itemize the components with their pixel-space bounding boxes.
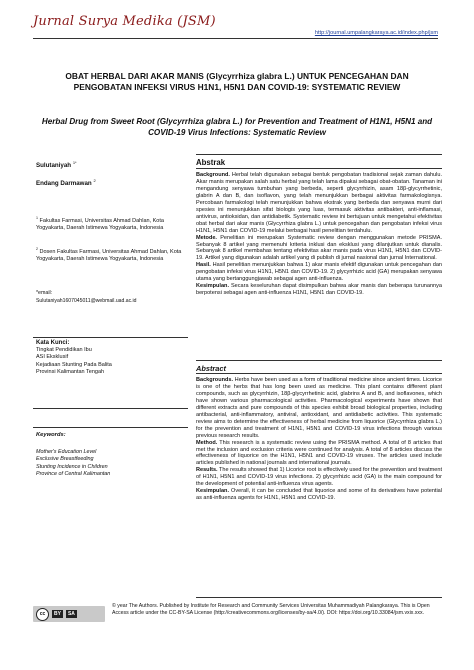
- keyword-item: Exclusive Breastfeeding: [36, 456, 94, 463]
- abstrak-top-rule: [196, 154, 442, 155]
- keyword-item: Tingkat Pendidikan Ibu: [36, 347, 92, 353]
- sa-icon: SA: [67, 611, 75, 617]
- abstract-top-rule: [196, 360, 442, 361]
- author-name: Endang Darmawan $^2$: [36, 178, 96, 188]
- keyword-item: Mother's Education Level: [36, 449, 97, 455]
- abstract-heading-rule: [196, 373, 442, 374]
- keyword-item: Province of Central Kalimantan: [36, 471, 111, 478]
- keyword-item: Kejadiaan Stunting Pada Balita: [36, 361, 112, 368]
- affiliation: $^2$ Dosen Fakultas Farmasi, Universitas Ahmad Dahlan, Kota Yogyakarta, Daerah Istimewa Yogyakarta, Indonesia: [36, 247, 182, 262]
- journal-name: Jurnal Surya Medika (JSM): [33, 14, 216, 29]
- email-label: *email:: [36, 290, 53, 296]
- abstract-result: Results. The results showed that 1) Licorice root is effectively used for the prevention and treatment of H1N1, H5N1 and COVID-19 virus infections. 2) glycyrrhizic acid (GA) is the main compound for the development of potential anti-influenza virus agents.: [196, 467, 442, 488]
- by-icon: BY: [54, 611, 61, 617]
- kata-kunci-title: Kata Kunci:: [36, 340, 70, 346]
- abstract-heading: Abstract: [196, 364, 226, 373]
- abstract-conclusion: Kesimpulan. Overall, it can be concluded that liquorice and some of its derivatives have potential as anti-influenza agents for H1N1, H5N1 and COVID-19.: [196, 488, 443, 502]
- abstract-method: Method. This research is a systematic review using the PRISMA method. A total of 8 articles that met the inclusion and exclusion criteria were continued for analysis. A total of 8 articles discuss the effectiveness of liquorice on the H1N1, H5N1 and COVID-19 viruses. The articles used include articles published in national journals and international journals.: [196, 439, 442, 467]
- keyword-item: ASI Eksklusif: [36, 354, 69, 361]
- keyword-item: Stunting Incidence in Children: [36, 463, 108, 470]
- abstrak-background: Background. Herbal telah digunakan sebagai bentuk pengobatan tradisional sejak zaman dahulu. Akar manis merupakan salah satu herbal yang telah lama dipakai sebagai obat-obatan. Tanaman ini mengandung senyawa tumbuhan yang berbeda, seperti glycyrrhizin, asam 18β-glycyrrhetinic, glabrin A dan B, dan isoflavon, yang telah menunjukkan berbagai aktivitas farmakologisnya. Percobaan farmakologi telah menunjukkan bahwa ekstrak yang berbeda dan senyawa murni dari spesies ini menunjukkan sifat biologis yang luas, termasuk aktivitas antibakteri, anti-inflamasi, antivirus, antioksidan, dan antidiabetik. Systematic review ini bertujuan untuk mengetahui efektivitas obat herbal dari akar manis (Glycyrrhiza glabra L.) untuk pencegahan dan pengobatan infeksi virus H1N1, H5N1 dan COVID-19 melalui berbagai hasil penelitian terdahulu.: [196, 172, 442, 234]
- header-rule: [33, 38, 438, 39]
- kata-kunci-list: [36, 347, 112, 377]
- abstrak-result: Hasil. Hasil penelitian menunjukkan bahwa 1) akar manis efektif digunakan untuk pencegahan dan pengobatan infeksi virus H1N1, H5N1 dan COVID-19. 2) glycyrrhizic acid (GA) merupakan senyawa utama yang bertanggungjawab sebagai agen anti-influenza.: [196, 262, 442, 283]
- author-name: Sulutaniyah $^{1*}$: [36, 160, 77, 170]
- abstrak-body: [196, 172, 442, 297]
- corresponding-email[interactable]: Sulutaniyah1607045011@webmail.uad.ac.id: [36, 298, 137, 304]
- abstract-background: Backgrounds. Herbs have been used as a form of traditional medicine since ancient times. Licorice is one of the herbs that has long been used as medicine. This plant contains different plant compounds, such as glycyrrhizin, 18β-glycyrrhetinic acid, glabrins A and B, and isoflavones, which have shown various pharmacological activities. Pharmacological experiments have shown that different extracts and pure compounds of this species exhibit broad biological properties, including antibacterial, anti-inflammatory, antiviral, antioxidant, and antidiabetic activities. This systematic review aims to determine the effectiveness of herbal medicine from liquorice (Glycyrrhiza glabra L.) for the prevention and treatment of H1N1, H5N1 and COVID-19 virus infections through various previous research results.: [196, 377, 442, 439]
- keywords-title: Keywords:: [36, 432, 66, 438]
- cc-icon: cc: [36, 608, 49, 621]
- journal-url-link[interactable]: http://journal.umpalangkaraya.ac.id/index.php/jsm: [314, 30, 438, 36]
- abstrak-heading-rule: [196, 168, 442, 169]
- keywords-list: [36, 449, 110, 479]
- footer-rule: [196, 597, 442, 598]
- abstrak-heading: Abstrak: [196, 158, 226, 167]
- paper-title: OBAT HERBAL DARI AKAR MANIS (Glycyrrhiza glabra L.) UNTUK PENCEGAHAN DAN PENGOBATAN INFEKSI VIRUS H1N1, H5N1 DAN COVID-19: SYSTEMATIC REVIEW: [65, 71, 409, 93]
- abstrak-method: Metode. Penelitian ini merupakan Systematic review dengan menggunakan metode PRISMA. Sebanyak 8 artikel yang memenuhi kriteria inklusi dan eksklusi yang dilanjutkan untuk dianalis. Sebanyak 8 artikel membahas tentang efektivitas akar manis pada virus H1N1, H5N1 dan COVID-19. Artikel yang digunakan adalah artikel yang di publish di jurnal nasional dan jurnal International.: [196, 234, 442, 262]
- keyword-item: Provinsi Kalimantan Tengah: [36, 369, 105, 376]
- paper-subtitle: Herbal Drug from Sweet Root (Glycyrrhiza glabra L.) for Prevention and Treatment of H1N1, H5N1 and COVID-19 Virus Infections: Systematic Review: [41, 117, 433, 137]
- abstrak-conclusion: Kesimpulan. Secara keseluruhan dapat disimpulkan bahwa akar manis dan beberapa turunannya berpotensi sebagai agen anti-influenza H1N1, H5N1 dan COVID-19.: [196, 283, 442, 297]
- abstract-body: [196, 377, 442, 502]
- cc-by-sa-badge[interactable]: [33, 606, 105, 622]
- affiliation: $^1$ Fakultas Farmasi, Universitas Ahmad Dahlan, Kota Yogyakarta, Daerah Istimewa Yogyakarta, Indonesia: [36, 216, 164, 231]
- copyright-notice: © year The Authors. Published by Institute for Research and Community Services Universitas Muhammadiyah Palangkaraya. This is Open Access article under the CC-BY-SA License (http://creativecommons.org/licenses/by-sa/4.0/). DOI: https://doi.org/10.33084/jsm.vxix.xxx.: [112, 603, 430, 616]
- author-list: [36, 155, 96, 191]
